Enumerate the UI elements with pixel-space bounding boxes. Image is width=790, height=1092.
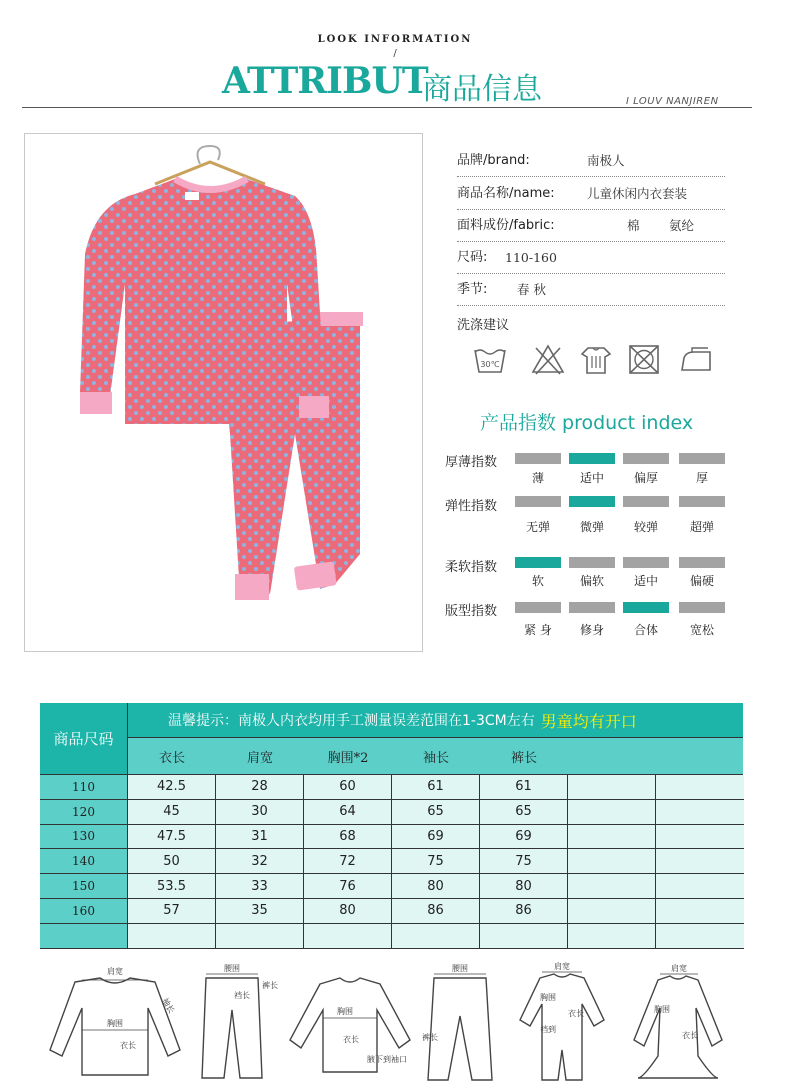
diag-shoulder: 肩宽 xyxy=(107,967,123,976)
dress-measure-diagram xyxy=(618,960,738,1088)
pants2-measure-diagram xyxy=(420,960,500,1088)
size-cell: 130 xyxy=(40,825,128,850)
elasticity-option-3: 超弹 xyxy=(689,520,714,534)
pants-measure-diagram xyxy=(196,960,276,1088)
table-cell: 68 xyxy=(304,825,392,850)
thickness-bar-3 xyxy=(679,453,725,464)
table-cell xyxy=(480,924,568,949)
size-cell xyxy=(40,924,128,949)
thickness-bar-1 xyxy=(569,453,615,464)
fit-bar-1 xyxy=(569,602,615,613)
size-cell: 120 xyxy=(40,800,128,825)
softness-index-label: 柔软指数 xyxy=(445,560,498,575)
brand-label: 品牌/brand: xyxy=(457,153,530,168)
attribut-title-cn: 商品信息 xyxy=(422,72,542,107)
elasticity-option-2: 较弹 xyxy=(633,520,658,534)
hang-dry-icon xyxy=(578,342,614,376)
elasticity-bar-1 xyxy=(569,496,615,507)
table-cell xyxy=(656,775,744,800)
table-cell: 72 xyxy=(304,849,392,874)
elasticity-bar-0 xyxy=(515,496,561,507)
col-header-sleeve: 袖长 xyxy=(392,738,480,775)
size-column-header: 商品尺码 xyxy=(40,703,128,775)
table-cell: 75 xyxy=(392,849,480,874)
table-cell: 53.5 xyxy=(128,874,216,899)
fabric-value-spandex: 氨纶 xyxy=(669,218,695,233)
col-header-chest: 胸围*2 xyxy=(304,738,392,775)
season-value: 春 秋 xyxy=(517,282,546,297)
no-tumble-dry-icon xyxy=(626,342,662,376)
elasticity-bar-2 xyxy=(623,496,669,507)
thickness-option-3: 厚 xyxy=(695,471,708,485)
softness-bar-3 xyxy=(679,557,725,568)
table-cell: 45 xyxy=(128,800,216,825)
elasticity-option-0: 无弹 xyxy=(525,520,550,534)
table-cell: 69 xyxy=(392,825,480,850)
fit-bar-3 xyxy=(679,602,725,613)
table-cell: 42.5 xyxy=(128,775,216,800)
thickness-option-2: 偏厚 xyxy=(633,471,658,485)
table-cell xyxy=(304,924,392,949)
diag-chest: 胸围 xyxy=(107,1019,123,1028)
table-cell xyxy=(656,924,744,949)
softness-bar-2 xyxy=(623,557,669,568)
table-cell xyxy=(656,849,744,874)
softness-bar-1 xyxy=(569,557,615,568)
product-index-title: 产品指数 product index xyxy=(480,412,694,434)
table-cell xyxy=(216,924,304,949)
wash-advice-label: 洗涤建议 xyxy=(457,318,510,333)
col-header-length: 衣长 xyxy=(128,738,216,775)
brand-tagline: I LOUV NANJIREN xyxy=(626,96,719,107)
fit-index-label: 版型指数 xyxy=(445,604,498,619)
softness-option-2: 适中 xyxy=(633,574,658,588)
softness-option-1: 偏软 xyxy=(579,574,604,588)
table-cell: 35 xyxy=(216,899,304,924)
diag-hip: 裆长 xyxy=(234,991,250,1000)
table-cell: 80 xyxy=(480,874,568,899)
thickness-bar-2 xyxy=(623,453,669,464)
elasticity-bar-3 xyxy=(679,496,725,507)
table-cell: 50 xyxy=(128,849,216,874)
table-cell xyxy=(128,924,216,949)
diag-pants-length2: 裤长 xyxy=(422,1033,438,1042)
table-cell: 57 xyxy=(128,899,216,924)
table-cell: 64 xyxy=(304,800,392,825)
elasticity-option-1: 微弹 xyxy=(579,520,604,534)
diag-shoulder4: 肩宽 xyxy=(671,964,687,973)
fabric-row xyxy=(457,210,725,242)
table-cell: 86 xyxy=(392,899,480,924)
table-cell: 28 xyxy=(216,775,304,800)
table-cell: 33 xyxy=(216,874,304,899)
table-cell: 65 xyxy=(480,800,568,825)
table-cell: 60 xyxy=(304,775,392,800)
size-cell: 160 xyxy=(40,899,128,924)
fit-option-3: 宽松 xyxy=(689,623,714,637)
table-cell: 61 xyxy=(480,775,568,800)
raglan-measure-diagram xyxy=(285,960,415,1088)
notice-highlight: 男童均有开口 xyxy=(540,711,637,731)
table-cell: 31 xyxy=(216,825,304,850)
fit-option-1: 修身 xyxy=(579,623,604,637)
elasticity-index-label: 弹性指数 xyxy=(445,499,498,514)
table-cell: 65 xyxy=(392,800,480,825)
thickness-option-0: 薄 xyxy=(531,471,544,485)
col-header-pants: 裤长 xyxy=(480,738,568,775)
table-cell xyxy=(568,800,656,825)
diag-crotch3: 裆到 xyxy=(540,1025,556,1034)
table-cell xyxy=(568,849,656,874)
diag-waist2: 腰围 xyxy=(452,964,468,973)
softness-option-0: 软 xyxy=(531,574,544,588)
brand-value: 南极人 xyxy=(587,153,625,168)
diag-chest4: 胸围 xyxy=(654,1005,670,1014)
diag-chest3: 胸围 xyxy=(540,993,556,1002)
fit-option-0: 紧 身 xyxy=(524,623,552,637)
pajama-set-image xyxy=(25,134,424,653)
thickness-option-1: 适中 xyxy=(579,471,604,485)
table-cell xyxy=(656,800,744,825)
table-cell: 80 xyxy=(304,899,392,924)
diag-waist: 腰围 xyxy=(224,964,240,973)
size-cell: 150 xyxy=(40,874,128,899)
size-cell: 140 xyxy=(40,849,128,874)
diag-chest2: 胸围 xyxy=(337,1007,353,1016)
notice-text: 温馨提示：南极人内衣均用手工测量误差范围在1-3CM左右 xyxy=(168,713,535,729)
table-cell: 75 xyxy=(480,849,568,874)
softness-option-3: 偏硬 xyxy=(689,574,714,588)
diag-length3: 衣长 xyxy=(568,1009,584,1018)
name-row xyxy=(457,178,725,210)
header-slash: / xyxy=(393,48,397,59)
size-cell: 110 xyxy=(40,775,128,800)
top-measure-diagram xyxy=(40,960,190,1088)
season-label: 季节: xyxy=(457,282,488,297)
table-cell xyxy=(568,825,656,850)
table-cell: 86 xyxy=(480,899,568,924)
name-value: 儿童休闲内衣套装 xyxy=(587,186,688,201)
diag-raglan: 腋下到袖口 xyxy=(367,1055,407,1064)
fit-option-2: 合体 xyxy=(633,623,658,637)
diag-pants-length: 裤长 xyxy=(262,981,278,990)
table-cell: 47.5 xyxy=(128,825,216,850)
thickness-bar-0 xyxy=(515,453,561,464)
table-cell xyxy=(656,825,744,850)
wash-30c-text: 30℃ xyxy=(480,360,500,369)
softness-bar-0 xyxy=(515,557,561,568)
table-cell xyxy=(656,874,744,899)
table-cell xyxy=(568,775,656,800)
table-cell: 69 xyxy=(480,825,568,850)
size-row xyxy=(457,242,725,274)
table-cell xyxy=(392,924,480,949)
no-bleach-icon xyxy=(530,342,566,376)
table-cell xyxy=(568,899,656,924)
fabric-label: 面料成份/fabric: xyxy=(457,218,555,233)
header-divider xyxy=(22,107,752,108)
diag-sleeve: 袖长 xyxy=(160,996,177,1015)
brand-row xyxy=(457,145,725,177)
diag-length2: 衣长 xyxy=(343,1035,359,1044)
size-label: 尺码: xyxy=(457,250,488,265)
table-cell xyxy=(568,874,656,899)
table-cell xyxy=(568,924,656,949)
iron-icon xyxy=(678,342,714,376)
name-label: 商品名称/name: xyxy=(457,186,555,201)
size-value: 110-160 xyxy=(505,250,557,265)
table-cell: 61 xyxy=(392,775,480,800)
table-cell xyxy=(656,899,744,924)
diag-shoulder3: 肩宽 xyxy=(554,962,570,971)
fabric-value-cotton: 棉 xyxy=(627,218,640,233)
romper-measure-diagram xyxy=(512,960,612,1088)
look-information-label: LOOK INFORMATION xyxy=(317,34,473,45)
table-cell: 76 xyxy=(304,874,392,899)
diag-length: 衣长 xyxy=(120,1041,136,1050)
attribut-title: ATTRIBUT xyxy=(222,60,428,102)
thickness-index-label: 厚薄指数 xyxy=(445,455,498,470)
table-cell: 32 xyxy=(216,849,304,874)
season-row xyxy=(457,274,725,306)
product-photo xyxy=(24,133,423,652)
wash-30c-icon xyxy=(472,342,508,376)
diag-length4: 衣长 xyxy=(682,1031,698,1040)
table-notice xyxy=(128,703,743,738)
table-cell: 30 xyxy=(216,800,304,825)
table-cell: 80 xyxy=(392,874,480,899)
col-header-shoulder: 肩宽 xyxy=(216,738,304,775)
fit-bar-2 xyxy=(623,602,669,613)
fit-bar-0 xyxy=(515,602,561,613)
